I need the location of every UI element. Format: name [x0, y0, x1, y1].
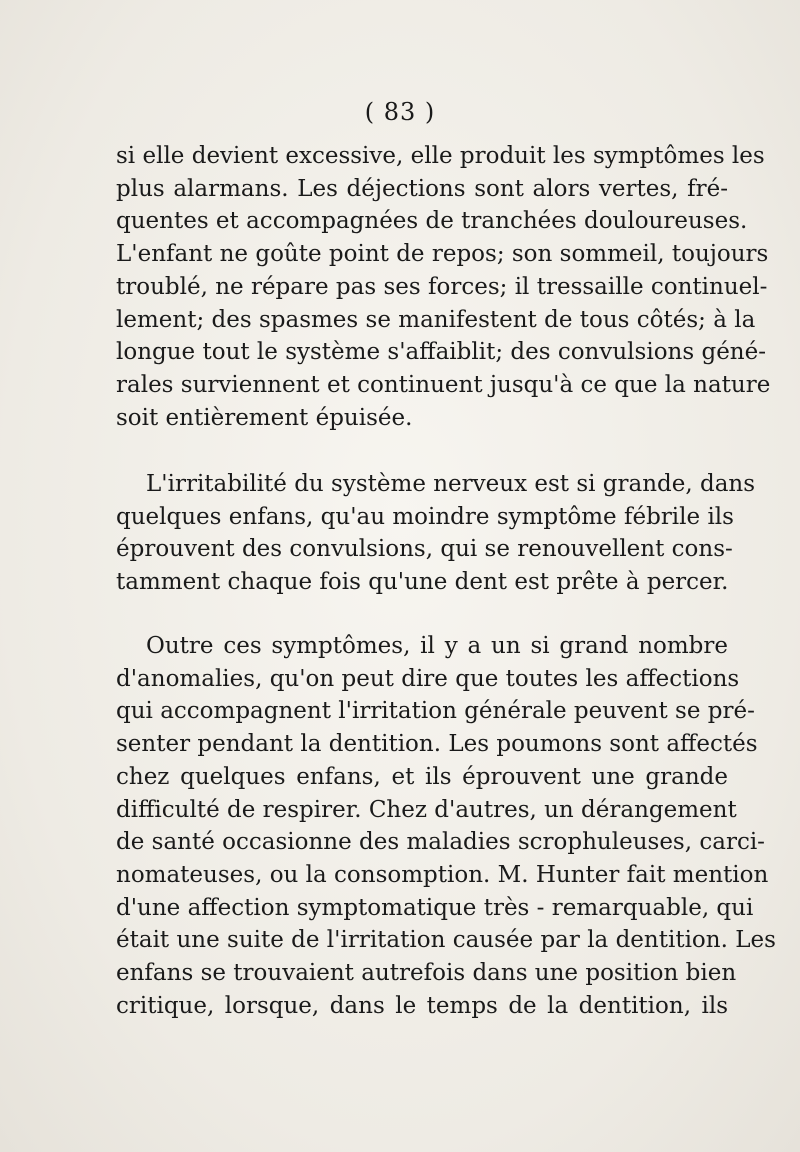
- text-line: L'enfant ne goûte point de repos; son sommeil, toujours: [116, 241, 769, 268]
- text-line: quelques enfans, qu'au moindre symptôme fébrile ils: [116, 503, 734, 530]
- text-line: tamment chaque fois qu'une dent est prête à percer.: [116, 569, 729, 596]
- paragraph-3: [116, 630, 776, 1022]
- text-line: éprouvent des convulsions, qui se renouvellent cons-: [116, 536, 733, 563]
- text-line: difficulté de respirer. Chez d'autres, un dérangement: [116, 796, 737, 823]
- text-line: d'anomalies, qu'on peut dire que toutes les affections: [116, 665, 740, 692]
- text-line: quentes et accompagnées de tranchées douloureuses.: [116, 208, 748, 235]
- paragraph-1: [116, 140, 771, 434]
- paragraph-2: [116, 468, 756, 599]
- text-line: chez quelques enfans, et ils éprouvent une grande: [116, 763, 728, 790]
- text-line: senter pendant la dentition. Les poumons sont affectés: [116, 731, 758, 758]
- text-line: L'irritabilité du système nerveux est si grande, dans: [146, 471, 756, 497]
- text-line: d'une affection symptomatique très - remarquable, qui: [116, 894, 754, 921]
- text-line: critique, lorsque, dans le temps de la dentition, ils: [116, 992, 728, 1019]
- text-line: soit entièrement épuisée.: [116, 404, 413, 431]
- text-line: nomateuses, ou la consomption. M. Hunter fait mention: [116, 861, 769, 888]
- text-line: troublé, ne répare pas ses forces; il tressaille continuel-: [116, 273, 768, 300]
- text-line: plus alarmans. Les déjections sont alors vertes, fré-: [116, 175, 728, 202]
- text-line: si elle devient excessive, elle produit les symptômes les: [116, 143, 765, 169]
- text-line: était une suite de l'irritation causée par la dentition. Les: [116, 927, 776, 954]
- text-line: longue tout le système s'affaiblit; des convulsions géné-: [116, 339, 766, 366]
- text-line: enfans se trouvaient autrefois dans une position bien: [116, 960, 737, 987]
- page-number: ( 83 ): [364, 98, 436, 126]
- text-line: lement; des spasmes se manifestent de tous côtés; à la: [116, 306, 756, 333]
- text-line: rales surviennent et continuent jusqu'à ce que la nature: [116, 371, 771, 398]
- text-line: de santé occasionne des maladies scrophuleuses, carci-: [116, 829, 765, 856]
- text-line: Outre ces symptômes, il y a un si grand nombre: [146, 633, 728, 659]
- text-line: qui accompagnent l'irritation générale peuvent se pré-: [116, 698, 755, 725]
